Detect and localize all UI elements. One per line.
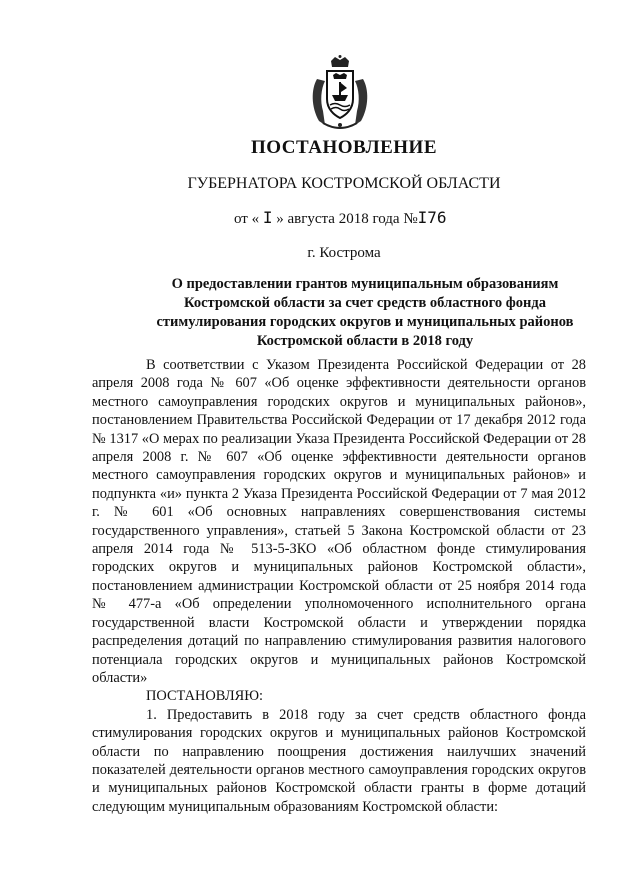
preamble-paragraph: В соответствии с Указом Президента Российской Федерации от 28 апреля 2008 года № 607 «Об оценке эффективности деятельности органов местного самоуправления городских округов и муниципальных районов», постановлением Правительства Российской Федерации от 17 декабря 2012 года № 1317 «О мерах по реализации Указа Президента Российской Федерации от 28 апреля 2008 г. № 607 «Об оценке эффективности деятельности органов местного самоуправления городских округов и муниципальных районов» и подпункта «и» пункта 2 Указа Президента Российской Федерации от 7 мая 2012 г. № 601 «Об основных направлениях совершенствования системы государственного управления», статьей 5 Закона Костромской области от 23 апреля 2014 года № 513-5-ЗКО «Об областном фонде стимулирования городских округов и муниципальных районов Костромской области», постановлением администрации Костромской области от 25 ноября 2014 года № 477-а «Об определении уполномоченного исполнительного органа государственной власти Костромской области и утверждении порядка распределения дотаций по направлению стимулирования развития налогового потенциала городских округов и муниципальных районов Костромской области» [92,357,586,686]
item-1-paragraph: 1. Предоставить в 2018 году за счет средств областного фонда стимулирования городских округов и муниципальных районов Костромской области по направлению поощрения достижения наилучших значений показателей деятельности органов местного самоуправления городских округов и муниципальных районов Костромской области гранты в форме дотаций следующим муниципальным образованиям Костромской области: [92,706,586,815]
coat-of-arms-kostroma-icon [305,55,375,131]
city: г. Кострома [307,245,381,261]
heading-line: О предоставлении грантов муниципальным образованиям [171,276,559,292]
document-heading [92,275,638,351]
document-title: ПОСТАНОВЛЕНИЕ [250,137,438,158]
decree-word: ПОСТАНОВЛЯЮ: [146,688,264,705]
date-line [234,208,447,228]
issuing-authority: ГУБЕРНАТОРА КОСТРОМСКОЙ ОБЛАСТИ [187,175,501,192]
date-day: I [262,208,273,227]
date-middle: » августа 2018 года № [276,211,418,227]
document-number: I76 [417,208,447,227]
heading-line: Костромской области в 2018 году [256,333,474,349]
document-body [92,356,586,816]
heading-line: стимулирования городских округов и муниципальных районов [156,314,574,330]
heading-line: Костромской области за счет средств областного фонда [184,295,546,311]
date-prefix: от « [234,211,260,227]
